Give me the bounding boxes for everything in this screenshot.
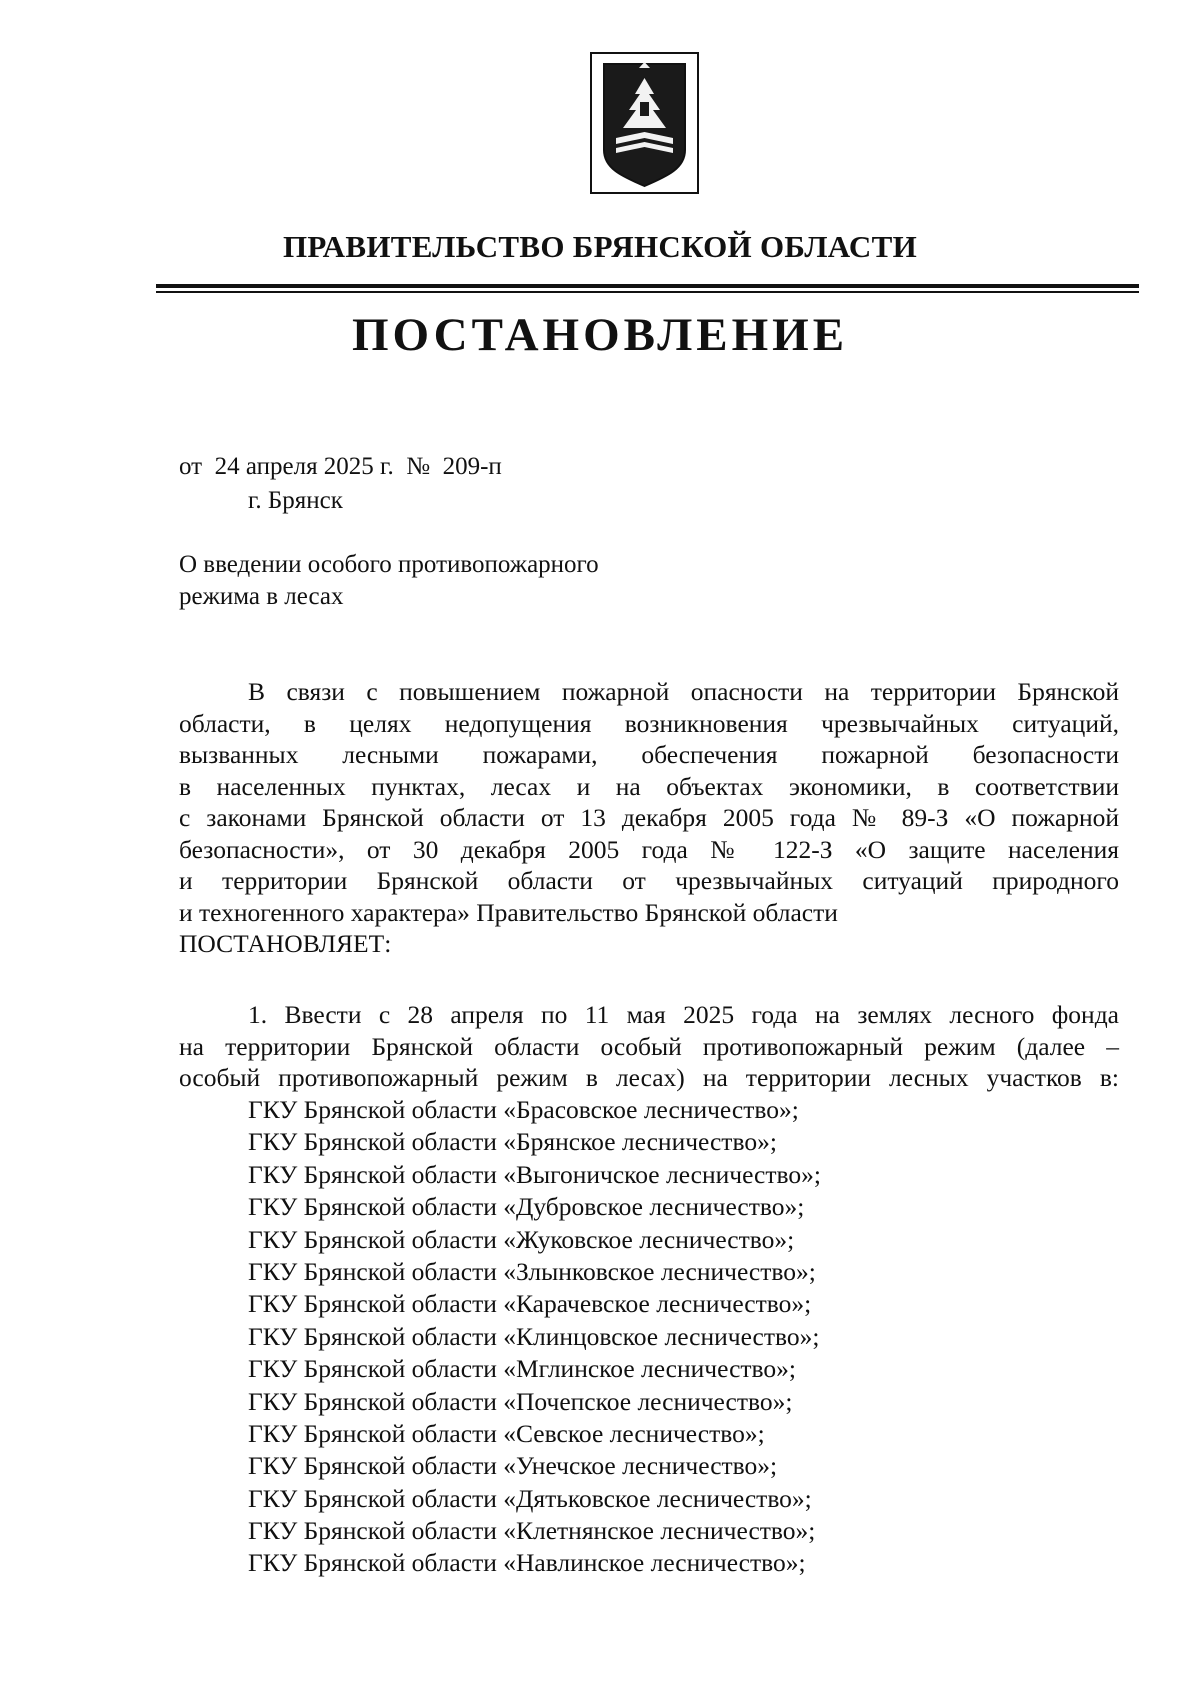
list-item: ГКУ Брянской области «Выгоничское лесничество»;: [248, 1159, 821, 1189]
decision-keyword: ПОСТАНОВЛЯЕТ:: [179, 929, 392, 958]
paragraph-line: безопасности», от 30 декабря 2005 года № 122-З «О защите населения: [179, 834, 1119, 864]
list-item: ГКУ Брянской области «Клетнянское лесничество»;: [248, 1516, 816, 1546]
paragraph-line: области, в целях недопущения возникновения чрезвычайных ситуаций,: [179, 708, 1119, 738]
list-item: ГКУ Брянской области «Клинцовское лесничество»;: [248, 1321, 820, 1351]
paragraph-line: с законами Брянской области от 13 декабря 2005 года № 89-З «О пожарной: [179, 803, 1119, 832]
paragraph-line: в населенных пунктах, лесах и на объектах экономики, в соответствии: [179, 771, 1119, 801]
document-type-title: ПОСТАНОВЛЕНИЕ: [351, 309, 849, 361]
paragraph-line: 1. Ввести с 28 апреля по 11 мая 2025 года на землях лесного фонда: [248, 1000, 1119, 1029]
paragraph-line: и техногенного характера» Правительство Брянской области: [179, 897, 838, 927]
subject-line: О введении особого противопожарного: [179, 551, 599, 578]
paragraph-line: особый противопожарный режим в лесах) на территории лесных участков в:: [179, 1063, 1119, 1092]
list-item: ГКУ Брянской области «Навлинское лесничество»;: [248, 1548, 806, 1578]
clause-1-paragraph: [179, 999, 1119, 1094]
subject-line: режима в лесах: [179, 583, 344, 610]
header-rule-thick: [156, 284, 1139, 288]
paragraph-line: на территории Брянской области особый противопожарный режим (далее –: [179, 1031, 1119, 1061]
document-subject: [179, 549, 599, 613]
date-number-line: от 24 апреля 2025 г. № 209-п: [179, 453, 502, 480]
list-item: ГКУ Брянской области «Севское лесничество»;: [248, 1418, 765, 1448]
city-line: г. Брянск: [248, 487, 343, 514]
organization-title: ПРАВИТЕЛЬСТВО БРЯНСКОЙ ОБЛАСТИ: [282, 229, 918, 264]
list-item: ГКУ Брянской области «Карачевское лесничество»;: [248, 1289, 812, 1319]
list-item: ГКУ Брянской области «Дятьковское лесничество»;: [248, 1483, 812, 1513]
paragraph-line: вызванных лесными пожарами, обеспечения пожарной безопасности: [179, 740, 1119, 769]
list-item: ГКУ Брянской области «Почепское лесничество»;: [248, 1386, 793, 1416]
forestry-list: [248, 1094, 821, 1580]
preamble-paragraph: [179, 676, 1119, 960]
list-item: ГКУ Брянской области «Злынковское лесничество»;: [248, 1256, 816, 1286]
paragraph-line: В связи с повышением пожарной опасности на территории Брянской: [248, 677, 1119, 706]
paragraph-line: и территории Брянской области от чрезвычайных ситуаций природного: [179, 866, 1119, 895]
list-item: ГКУ Брянской области «Унечское лесничество»;: [248, 1451, 778, 1481]
list-item: ГКУ Брянской области «Брянское лесничество»;: [248, 1127, 777, 1157]
list-item: ГКУ Брянской области «Брасовское лесничество»;: [248, 1095, 799, 1124]
list-item: ГКУ Брянской области «Мглинское лесничество»;: [248, 1354, 796, 1384]
list-item: ГКУ Брянской области «Дубровское лесничество»;: [248, 1192, 805, 1222]
header-rule-thin: [156, 291, 1139, 293]
list-item: ГКУ Брянской области «Жуковское лесничество»;: [248, 1224, 795, 1254]
coat-of-arms-icon: [590, 52, 699, 194]
